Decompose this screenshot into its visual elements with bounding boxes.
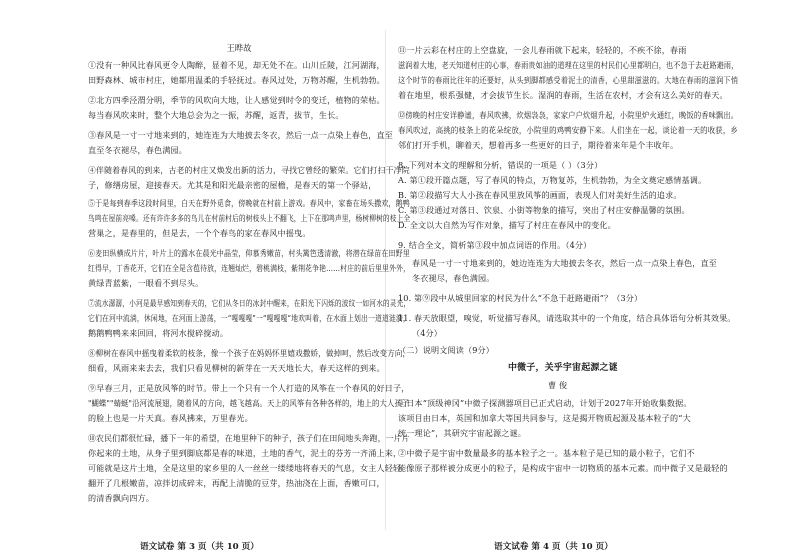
- text-line: 翻开了几根嫩苗，凉拌切成碎末，再配上清脆的豆芽，热油浇在上面，香嫩可口，: [88, 478, 385, 488]
- text-line: 每当春风吹来时，整个大地总会为之一振，苏醒，返青，拔节，生长。: [88, 110, 344, 120]
- text-line: ⑥麦田纵横成片片，叶片上的露水在晨光中晶莹，仰慕秀嫩苗，村头篱笆透清澈，将潜在绿苗在田野里: [88, 248, 410, 258]
- text-line: ④伴随着春风的到来，古老的村庄又焕发出新的活力，寻找它曾经的繁荣。它们打扫干净院: [88, 165, 410, 175]
- page-footer: 语文试卷 第 4 页（共 10 页）: [494, 542, 613, 552]
- option-a: A. 第①段开篇点题，写了春风的特点，万物复苏，生机勃勃，为全文奠定感情基调。: [398, 175, 707, 185]
- article-title: 中微子，关乎宇宙起源之谜: [508, 363, 618, 373]
- text-line: 可能就是这片土地，全是这里的家乡里的人一丝丝一缕缕地将春天的气息，女主人轻轻: [88, 463, 402, 473]
- text-line: 春风吹过，高挑的枝条上的花朵绽放，小院里的鸡鸭安静下来。人们坐在一起，谈论着一天的收获，乡: [398, 125, 738, 135]
- text-line: 你起来的土地，从身子里到脚底都是春的味道，土地的香气，泥土的芬芳一齐涌上来，: [88, 448, 402, 458]
- page-footer: 语文试卷 第 3 页（共 10 页）: [140, 542, 259, 552]
- text-line: ⑧柳树在春风中摇曳着柔软的枝条，像一个孩子在妈妈怀里嬉戏撒娇，做掉呵，然后改变方向，: [88, 348, 411, 358]
- text-line: ②北方四季泾渭分明，季节的风吹向大地，让人感觉到时令的变迁，植物的荣枯。: [88, 95, 385, 105]
- text-line: 滋润着大地，老天知道村庄的心事，春雨贵如油的道理在这里的村民们心里都明白，也不急于去赶路避雨，: [398, 60, 739, 70]
- text-line: 该项目由日本，英国和加拿大等国共同参与，这是揭开物质起源及基本粒子的“大: [398, 413, 691, 423]
- text-line: "蝴蝶""蜻蜓"沿河流展翅，随着风的方向，越飞越高。天上的风筝有各种各样的，地上的大人孩子: [88, 398, 410, 408]
- text-line: ⑤于是每到春季这段时间里，白天在野外觅食，傍晚就在村前上游戏。春风中，家畜在场头撒欢，鹅鸭: [88, 198, 410, 208]
- text-line: 着在地里，根系强健，才会拔节生长。湿润的春雨，生活在农村，才会有这么美好的春天。: [398, 90, 728, 100]
- text-line: 营巢之，是春里的，但是去，一个个春鸟的家在春风中摇曳。: [88, 228, 311, 238]
- text-line: 直至冬衣褪尽，春色满园。: [88, 145, 187, 155]
- text-line: ⑫傍晚的村庄安详静谧，春风吹拂，炊烟袅袅，家家户户炊烟升起，小院里炉火通红，晚饭的香味飘出。: [398, 110, 739, 120]
- text-line: 能像原子那样被分成更小的粒子，是构成宇宙中一切物质的基本元素。而中微子又是最轻的: [398, 463, 728, 473]
- quoted-sentence: 春风是一寸一寸地来到的，她边连连为大地披去冬衣，然后一点一点染上春色，直至: [412, 258, 718, 268]
- text-line: 黄绿青蓝紫，一眼看不到尽头。: [88, 278, 204, 288]
- text-line: 鹅鹅鸭鸭来来回回，将河水搅碎搅动。: [88, 328, 229, 338]
- text-line: ⑩农民们都很忙碌，播下一年的希望，在地里种下的种子，孩子们在田间地头奔跑，一片片: [88, 433, 410, 443]
- text-line: 邻们打开手机，聊着天，想着再多一些更好的日子，期待着来年是个丰收年。: [398, 140, 679, 150]
- quoted-sentence: 冬衣褪尽，春色满园。: [412, 273, 495, 283]
- text-line: 鸟鸣在屋前亮嗓。还有许许多多的鸟儿在村前村后的树枝头上不翻飞，上下在那鸣声里，杨树柳树的枝上全: [88, 213, 411, 223]
- article-author: 曹 俊: [548, 380, 568, 390]
- question-8: 8. 下列对本文的理解和分析，错误的一项是（ ）（3分）: [398, 160, 603, 170]
- text-line: ⑪一片云彩在村庄的上空盘旋，一会儿春雨就下起来，轻轻的，不疾不徐，春雨: [398, 45, 687, 55]
- section-heading: （二）说明文阅读（9分）: [398, 345, 494, 355]
- question-10: 10. 第⑨段中从城里回家的村民为什么“不急于赶路避雨”？（3分）: [398, 293, 643, 303]
- option-d: D. 全文以大自然为写作对象，描写了村庄在春风中的变化。: [398, 220, 616, 230]
- text-line: ③春风是一寸一寸地来到的，她连连为大地披去冬衣，然后一点一点染上春色，直至: [88, 130, 394, 140]
- text-line: 细看，风雨来来去去，我们只看见柳树的新芽在一天天地长大，春天这样的到来。: [88, 363, 385, 373]
- question-9: 9. 结合全文，简析第③段中加点词语的作用。（4分）: [398, 240, 592, 250]
- text-line: 这个时节的春雨比往年的还要好，从头到脚都感受着泥土的清香，心里甜滋滋的。大地在春雨的滋润下悄: [398, 75, 739, 85]
- text-line: 统一理论”，其研究宇宙起源之谜。: [398, 428, 526, 438]
- option-b: B. 第②段描写大人小孩在春风里放风筝的画面，表现人们对美好生活的追求。: [398, 190, 682, 200]
- author-name: 王晔故: [226, 43, 252, 53]
- text-line: 子，修缮房屋，迎接春天。尤其是和阳光最亲密的屋檐，是春天的第一个驿站，: [88, 180, 377, 190]
- text-line: 红得早，丁香花开，它们在全是含苞待放，连翘灿烂，碧桃满枝，紫荆花争艳……村庄的前后里里外外，: [88, 263, 411, 273]
- text-line: ⑦流水潺潺，小河是最早感知到春天的，它们从冬日的冰封中醒来，在阳光下闪烁的波纹一如河水的灵光，: [88, 298, 411, 308]
- question-11: 11. 春天放眼望，嗅觉，听觉描写春风，请选取其中的一个角度，结合具体语句分析其效果。: [398, 313, 736, 323]
- text-line: ①日本“顶级神冈”中微子探测器项目已正式启动，计划于2027年开始收集数据。: [398, 398, 692, 408]
- text-line: ①没有一种风比春风更令人陶醉，显着不见，却无处不在。山川丘陵，江河湖海，: [88, 60, 385, 70]
- text-line: 它们在河中流淌，休闲地，在河面上游荡，一“嘎嘎嘎”一“嘎嘎嘎”地欢叫着，在水面上划出一道道涟漪，: [88, 313, 410, 323]
- text-line: 的脸上也是一片天真。春风拂来，万里春光。: [88, 413, 253, 423]
- text-line: 的清香飘向四方。: [88, 493, 154, 503]
- option-c: C. 第③段通过对落日、饮泉、小街等物象的描写，突出了村庄安静温馨的氛围。: [398, 205, 690, 215]
- text-line: 田野森林、城市村庄，她都用温柔的手轻抚过。春风过处，万物苏醒，生机勃勃。: [88, 75, 385, 85]
- text-line: ⑨早春三月，正是放风筝的时节。带上一个只有一个人打造的风筝在一个春风的好日子，: [88, 383, 410, 393]
- question-11-score: （4分）: [412, 328, 443, 338]
- text-line: ②中微子是宇宙中数量最多的基本粒子之一。基本粒子是已知的最小粒子，它们不: [398, 448, 695, 458]
